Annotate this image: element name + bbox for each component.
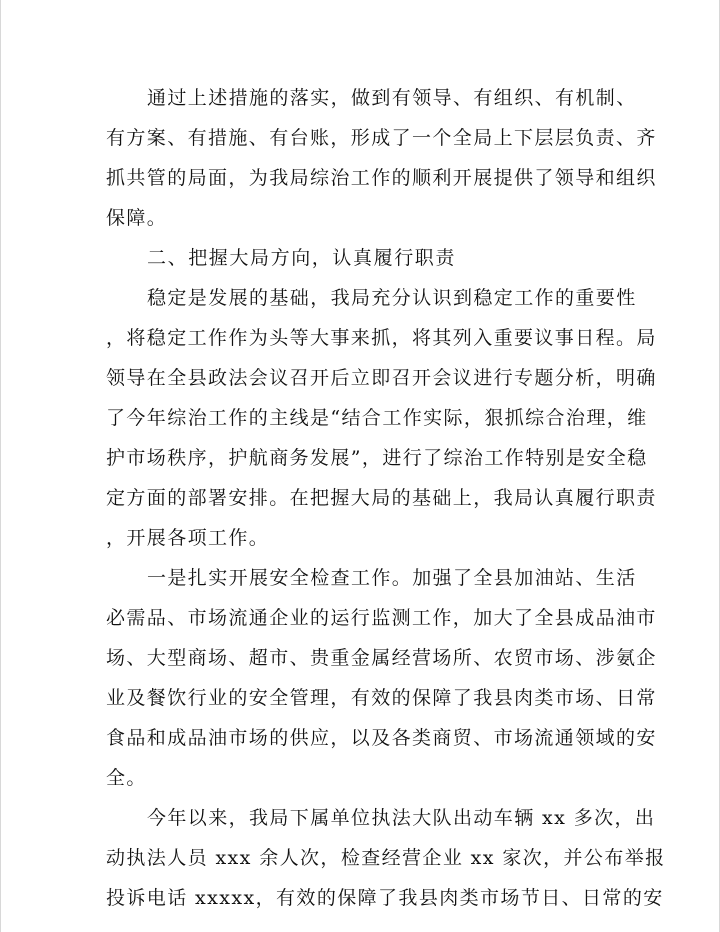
paragraph-2-line-4: 了今年综治工作的主线是“结合工作实际，狠抓综合治理，维	[106, 407, 648, 429]
paragraph-1-line-1: 通过上述措施的落实，做到有领导、有组织、有机制、	[147, 87, 637, 109]
section-heading: 二、把握大局方向，认真履行职责	[147, 247, 457, 269]
paragraph-1-line-3: 抓共管的局面，为我局综治工作的顺利开展提供了领导和组织	[106, 167, 657, 189]
paragraph-4-line-3: 投诉电话 xxxxx，有效的保障了我县肉类市场节日、日常的安	[106, 887, 664, 909]
paragraph-4-line-1: 今年以来，我局下属单位执法大队出动车辆 xx 多次，出	[147, 807, 656, 829]
paragraph-2-line-2: ，将稳定工作作为头等大事来抓，将其列入重要议事日程。局	[106, 327, 657, 349]
paragraph-3-line-4: 业及餐饮行业的安全管理，有效的保障了我县肉类市场、日常	[106, 687, 657, 709]
paragraph-4-line-2: 动执法人员 xxx 余人次，检查经营企业 xx 家次，并公布举报	[106, 847, 666, 869]
paragraph-2-line-6: 定方面的部署安排。在把握大局的基础上，我局认真履行职责	[106, 487, 657, 509]
page-edge-left	[0, 0, 1, 932]
paragraph-3-line-6: 全。	[106, 767, 147, 789]
paragraph-2-line-7: ，开展各项工作。	[106, 527, 270, 549]
paragraph-1-line-2: 有方案、有措施、有台账，形成了一个全局上下层层负责、齐	[106, 127, 657, 149]
paragraph-3-line-5: 食品和成品油市场的供应，以及各类商贸、市场流通领域的安	[106, 727, 657, 749]
paragraph-2-line-5: 护市场秩序，护航商务发展”，进行了综治工作特别是安全稳	[106, 447, 648, 469]
paragraph-3-line-2: 必需品、市场流通企业的运行监测工作，加大了全县成品油市	[106, 607, 657, 629]
paragraph-1-line-4: 保障。	[106, 207, 168, 229]
paragraph-3-line-3: 场、大型商场、超市、贵重金属经营场所、农贸市场、涉氨企	[106, 647, 657, 669]
paragraph-2-line-3: 领导在全县政法会议召开后立即召开会议进行专题分析，明确	[106, 367, 657, 389]
paragraph-2-line-1: 稳定是发展的基础，我局充分认识到稳定工作的重要性	[147, 287, 637, 309]
paragraph-3-line-1: 一是扎实开展安全检查工作。加强了全县加油站、生活	[147, 567, 637, 589]
